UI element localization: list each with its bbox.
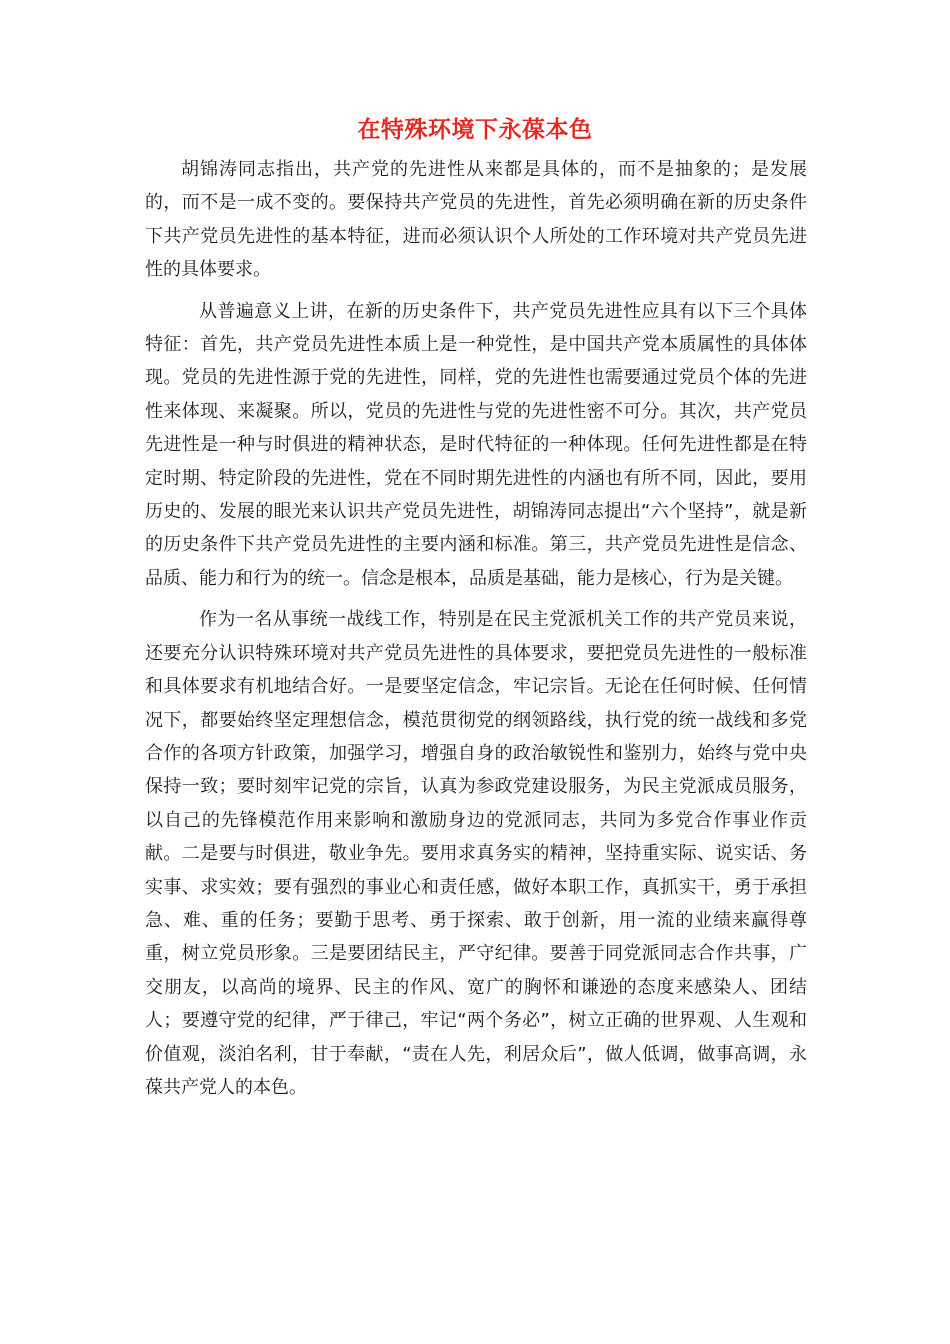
paragraph-1: 胡锦涛同志指出，共产党的先进性从来都是具体的，而不是抽象的；是发展的，而不是一成不变的。要保持共产党员的先进性，首先必须明确在新的历史条件下共产党员先进性的基本特征，进而必须认识个人所处的工作环境对共产党员先进性的具体要求。 [145,159,807,281]
paragraph-3: 作为一名从事统一战线工作，特别是在民主党派机关工作的共产党员来说，还要充分认识特殊环境对共产党员先进性的具体要求，要把党员先进性的一般标准和具体要求有机地结合好。一是要坚定信念，牢记宗旨。无论在任何时候、任何情况下，都要始终坚定理想信念，模范贯彻党的纲领路线，执行党的统一战线和多党合作的各项方针政策，加强学习，增强自身的政治敏锐性和鉴别力，始终与党中央保持一致；要时刻牢记党的宗旨，认真为参政党建设服务，为民主党派成员服务，以自己的先锋模范作用来影响和激励身边的党派同志，共同为多党合作事业作贡献。二是要与时俱进，敬业争先。要用求真务实的精神，坚持重实际、说实话、务实事、求实效；要有强烈的事业心和责任感，做好本职工作，真抓实干，勇于承担急、难、重的任务；要勤于思考、勇于探索、敢于创新，用一流的业绩来赢得尊重，树立党员形象。三是要团结民主，严守纪律。要善于同党派同志合作共事，广交朋友，以高尚的境界、民主的作风、宽广的胸怀和谦逊的态度来感染人、团结人；要遵守党的纪律，严于律己，牢记“两个务必”，树立正确的世界观、人生观和价值观，淡泊名利，甘于奉献，“责在人先，利居众后”，做人低调，做事高调，永葆共产党人的本色。 [145,609,807,1098]
paragraph-2: 从普遍意义上讲，在新的历史条件下，共产党员先进性应具有以下三个具体特征：首先，共产党员先进性本质上是一种党性，是中国共产党本质属性的具体体现。党员的先进性源于党的先进性，同样，党的先进性也需要通过党员个体的先进性来体现、来凝聚。所以，党员的先进性与党的先进性密不可分。其次，共产党员先进性是一种与时俱进的精神状态，是时代特征的一种体现。任何先进性都是在特定时期、特定阶段的先进性，党在不同时期先进性的内涵也有所不同，因此，要用历史的、发展的眼光来认识共产党员先进性，胡锦涛同志提出“六个坚持”，就是新的历史条件下共产党员先进性的主要内涵和标准。第三，共产党员先进性是信念、品质、能力和行为的统一。信念是根本，品质是基础，能力是核心，行为是关键。 [145,300,807,589]
document-body [145,153,807,1112]
document-title: 在特殊环境下永葆本色 [357,117,593,143]
